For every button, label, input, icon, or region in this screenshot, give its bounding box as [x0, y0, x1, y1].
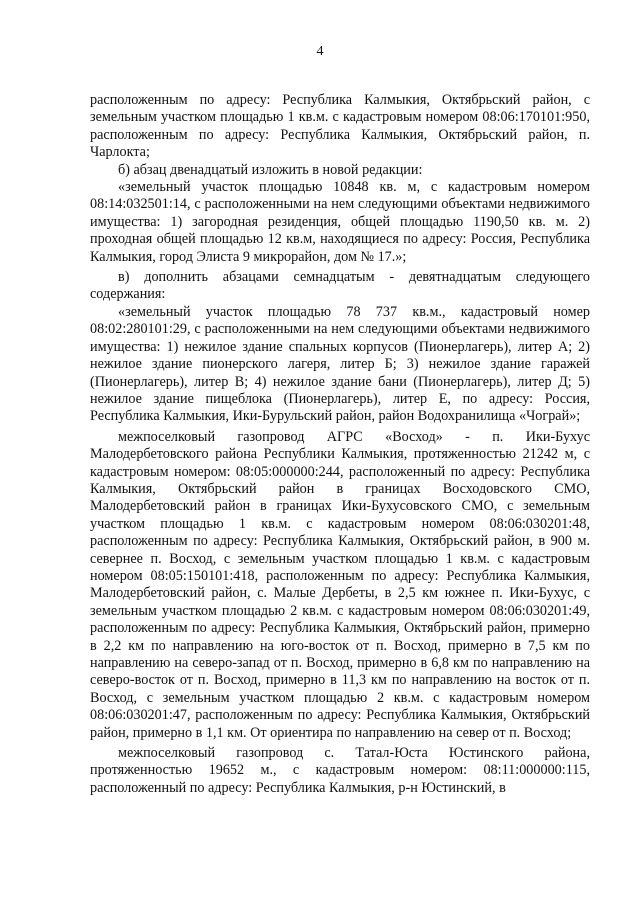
paragraph-quote-land-plot: «земельный участок площадью 10848 кв. м, с кадастровым номером 08:14:032501:14, с расположенными на нем следующими объектами недвижимого имущества: 1) загородная резиденция, общей площадью 1190,50 кв. м. 2) проходная общей площадью 12 кв.м, находящиеся по адресу: Россия, Республика Калмыкия, город Элиста 9 микрорайон, дом № 17.»;: [90, 179, 590, 265]
paragraph-quote-pioneer-camp: «земельный участок площадью 78 737 кв.м., кадастровый номер 08:02:280101:29, с расположенными на нем следующими объектами недвижимого имущества: 1) нежилое здание спальных корпусов (Пионерлагерь), литер А; 2) нежилое здание пионерского лагеря, литер Б; 3) нежилое здание гаражей (Пионерлагерь), литер В; 4) нежилое здание бани (Пионерлагерь), литер Д; 5) нежилое здание пищеблока (Пионерлагерь), литер Е, по адресу: Россия, Республика Калмыкия, Ики-Бурульский район, район Водохранилища «Чограй»;: [90, 303, 590, 425]
paragraph-item-b: б) абзац двенадцатый изложить в новой редакции:: [118, 161, 423, 178]
page-number: 4: [316, 44, 324, 59]
document-body: [90, 92, 590, 797]
paragraph-item-v: в) дополнить абзацами семнадцатым - девятнадцатым следующего содержания:: [90, 269, 590, 303]
paragraph-gas-pipeline-tatal-yusta: межпоселковый газопровод с. Татал-Юста Юстинского района, протяженностью 19652 м., с кадастровым номером: 08:11:000000:115, расположенный по адресу: Республика Калмыкия, р-н Юстинский, в: [90, 745, 590, 796]
paragraph-continuation: расположенным по адресу: Республика Калмыкия, Октябрьский район, с земельным участком площадью 1 кв.м. с кадастровым номером 08:06:170101:950, расположенным по адресу: Республика Калмыкия, Октябрьский район, п. Чарлокта;: [90, 92, 590, 161]
paragraph-gas-pipeline-voskhod: межпоселковый газопровод АГРС «Восход» - п. Ики-Бухус Малодербетовского района Республики Калмыкия, протяженностью 21242 м, с кадастровым номером: 08:05:000000:244, расположенный по адресу: Республика Калмыкия, Октябрьский район в границах Восходовского СМО, Малодербетовский район в границах Ики-Бухусовского СМО, с земельным участком площадью 1 кв.м. с кадастровым номером 08:06:030201:48, расположенным по адресу: Республика Калмыкия, Октябрьский район, в 900 м. севернее п. Восход, с земельным участком площадью 1 кв.м. с кадастровым номером 08:05:150101:418, расположенным по адресу: Республика Калмыкия, Малодербетовский район, с. Малые Дербеты, в 2,5 км южнее п. Ики-Бухус, с земельным участком площадью 2 кв.м. с кадастровым номером 08:06:030201:49, расположенным по адресу: Республика Калмыкия, Октябрьский район, примерно в 2,2 км по направлению на юго-восток от п. Восход, примерно в 7,5 км по направлению на северо-запад от п. Восход, примерно в 6,8 км по направлению на северо-восток от п. Восход, примерно в 11,3 км по направлению на восток от п. Восход, с земельным участком площадью 2 кв.м. с кадастровым номером 08:06:030201:47, расположенным по адресу: Республика Калмыкия, Октябрьский район, примерно в 1,1 км. От ориентира по направлению на север от п. Восход;: [90, 428, 590, 741]
